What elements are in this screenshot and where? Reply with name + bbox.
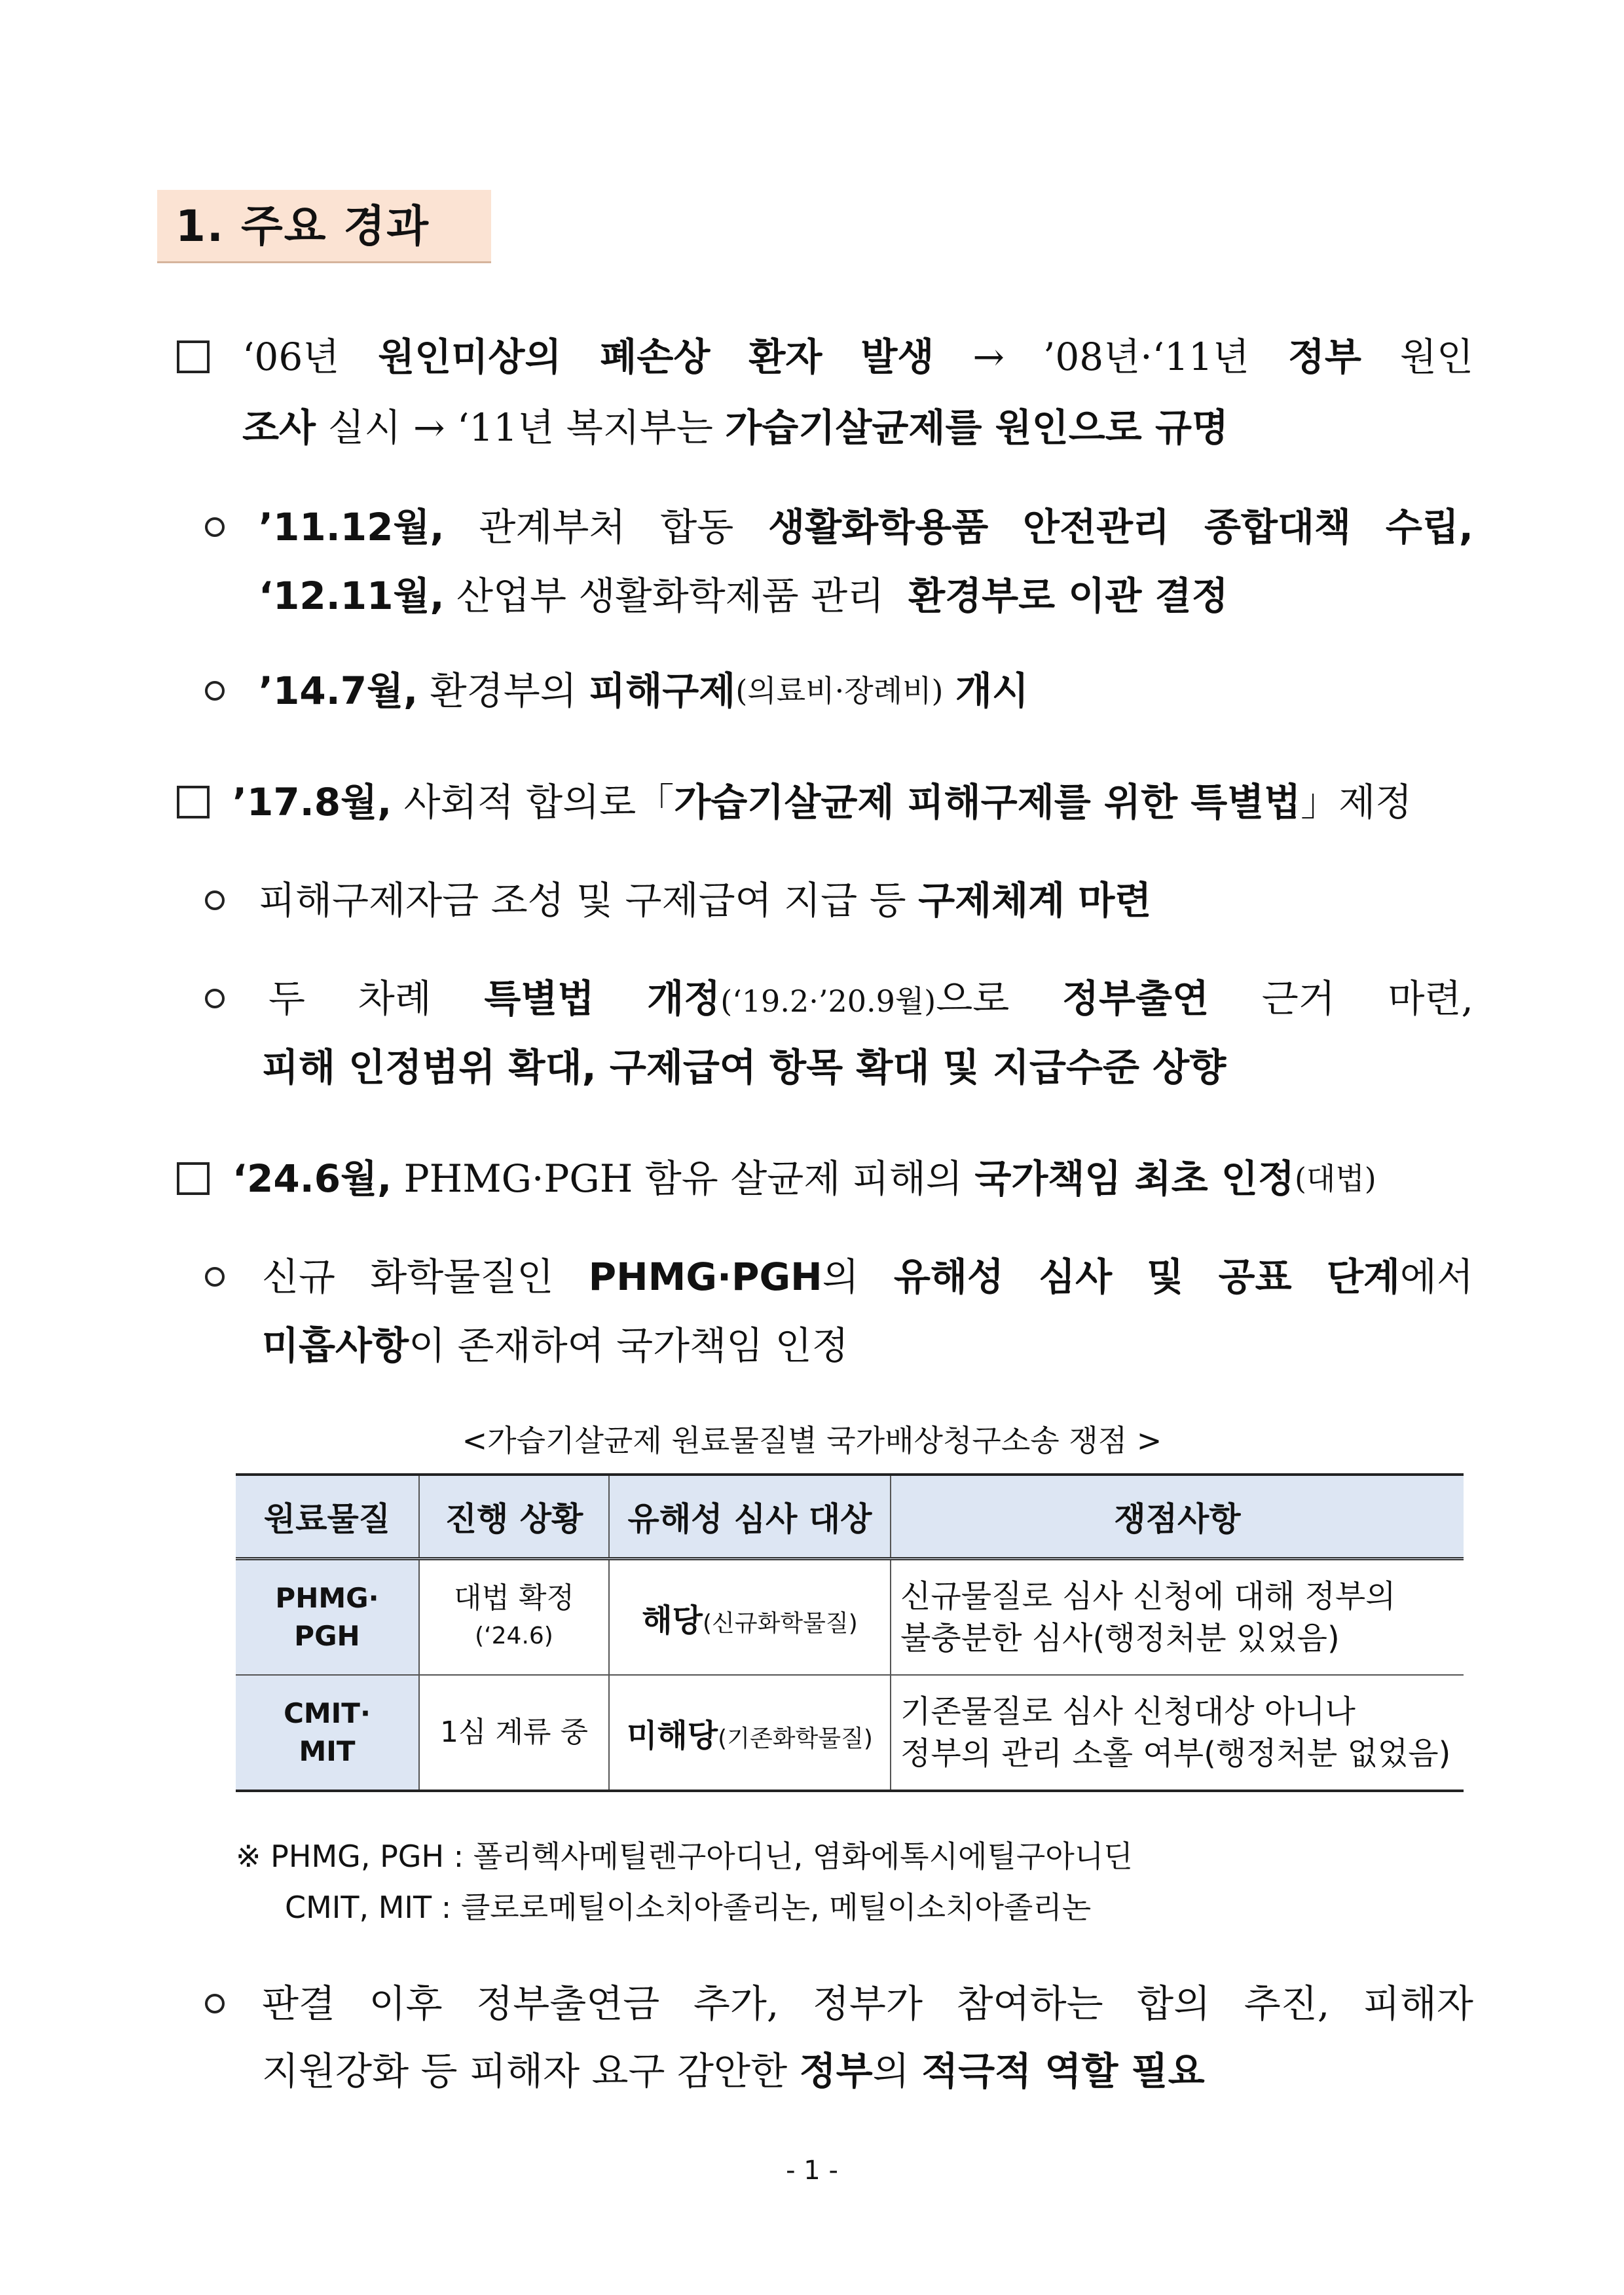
- circle-bullet-icon: [205, 517, 225, 537]
- issue-cell: 기존물질로 심사 신청대상 아니나 정부의 관리 소홀 여부(행정처분 없었음): [891, 1675, 1464, 1791]
- section-title: 1. 주요 경과: [157, 190, 491, 263]
- sub-3-2-line-1: 판결 이후 정부출연금 추가, 정부가 참여하는 합의 추진, 피해자: [262, 1981, 1473, 2026]
- page-number: - 1 -: [786, 2156, 838, 2186]
- table-caption: <가습기살균제 원료물질별 국가배상청구소송 쟁점 >: [462, 1423, 1162, 1458]
- sub-1-1-line-1: ’11.12월, 관계부처 합동 생활화학용품 안전관리 종합대책 수립,: [259, 505, 1473, 549]
- table-row: [236, 1675, 1464, 1791]
- sub-3-2-line-2: 지원강화 등 피해자 요구 감안한 정부 의 적극적 역할 필요: [262, 2049, 1205, 2093]
- issue-cell: 신규물질로 심사 신청에 대해 정부의 불충분한 심사(행정처분 있었음): [891, 1559, 1464, 1676]
- issues-table: [236, 1473, 1464, 1792]
- circle-bullet-icon: [205, 681, 225, 701]
- sub-2-2-line-1: 두 차례 특별법 개정(‘19.2·’20.9월)으로 정부출연 근거 마련,: [268, 976, 1473, 1021]
- bullet-1-line-1: ‘06년 원인미상의 폐손상 환자 발생 → ’08년·‘11년 정부 원인: [242, 335, 1473, 379]
- sub-3-1-line-1: 신규 화학물질인 PHMG·PGH의 유해성 심사 및 공표 단계에서: [262, 1255, 1473, 1299]
- column-header-material: 원료물질: [236, 1475, 419, 1559]
- sub-1-1-line-2: ‘12.11월, 산업부 생활화학제품 관리 환경부로 이관 결정: [259, 574, 1228, 618]
- circle-bullet-icon: [205, 989, 225, 1008]
- material-cell: PHMG· PGH: [236, 1559, 419, 1676]
- square-bullet-icon: [177, 786, 210, 818]
- column-header-issue: 쟁점사항: [891, 1475, 1464, 1559]
- sub-1-2-line: ’14.7월, 환경부의 피해구제 (의료비·장례비) 개시: [259, 669, 1029, 713]
- sub-2-2-line-2: 피해 인정범위 확대, 구제급여 항목 확대 및 지급수준 상향: [262, 1045, 1227, 1090]
- progress-cell: 1심 계류 중: [419, 1675, 609, 1791]
- material-cell: CMIT· MIT: [236, 1675, 419, 1791]
- circle-bullet-icon: [205, 1994, 225, 2013]
- table-row: [236, 1559, 1464, 1676]
- sub-3-1-line-2: 미흡사항 이 존재하여 국가책임 인정: [262, 1323, 849, 1368]
- sub-2-1-line: 피해구제자금 조성 및 구제급여 지급 등 구제체계 마련: [259, 878, 1152, 923]
- bullet-3-line: ‘24.6월, PHMG·PGH 함유 살균제 피해의 국가책임 최초 인정 (대법): [232, 1156, 1376, 1201]
- table-header-row: [236, 1475, 1464, 1559]
- square-bullet-icon: [177, 340, 210, 373]
- circle-bullet-icon: [205, 1267, 225, 1287]
- circle-bullet-icon: [205, 890, 225, 910]
- progress-cell: 대법 확정 (‘24.6): [419, 1559, 609, 1676]
- square-bullet-icon: [177, 1162, 210, 1195]
- column-header-progress: 진행 상황: [419, 1475, 609, 1559]
- target-cell: 미해당(기존화학물질): [609, 1675, 891, 1791]
- column-header-target: 유해성 심사 대상: [609, 1475, 891, 1559]
- bullet-2-line: ’17.8월, 사회적 합의로「 가습기살균제 피해구제를 위한 특별법 」제정: [232, 780, 1412, 824]
- footnote-line-1: ※ PHMG, PGH : 폴리헥사메틸렌구아디닌, 염화에톡시에틸구아니딘: [236, 1839, 1133, 1874]
- footnote-line-2: CMIT, MIT : 클로로메틸이소치아졸리논, 메틸이소치아졸리논: [285, 1890, 1092, 1925]
- target-cell: 해당(신규화학물질): [609, 1559, 891, 1676]
- bullet-1-line-2: 조사 실시 → ‘11년 복지부는 가습기살균제를 원인으로 규명: [242, 405, 1229, 450]
